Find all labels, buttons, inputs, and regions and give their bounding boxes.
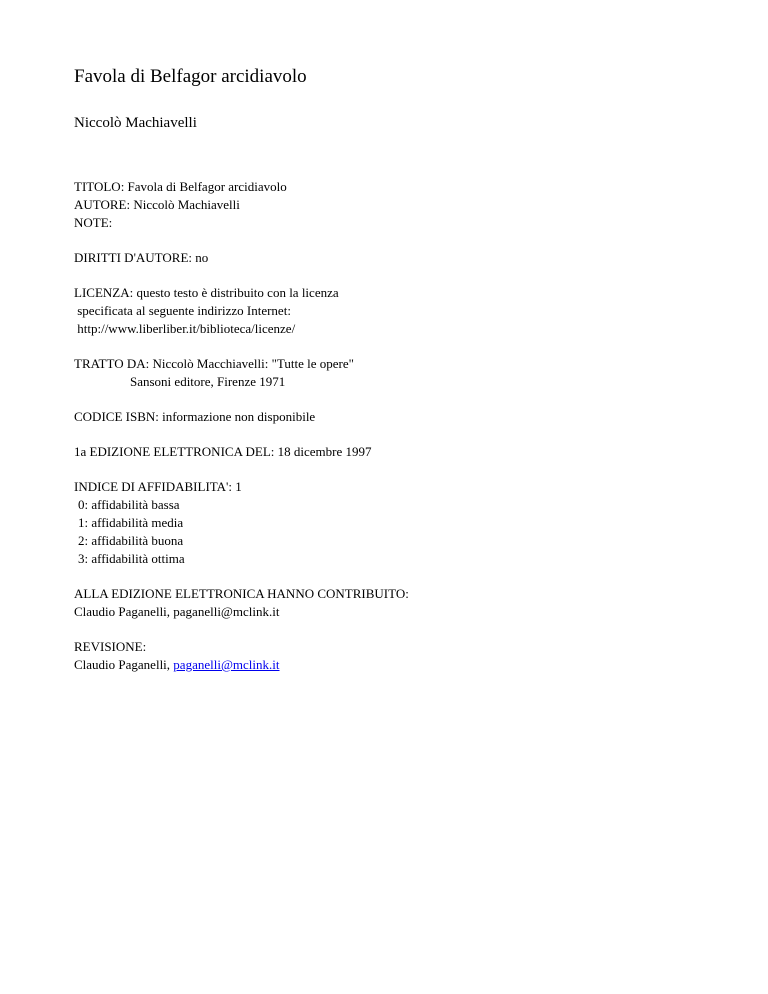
meta-licenza-line: LICENZA: questo testo è distribuito con la licenza [74, 285, 339, 300]
meta-editore: Sansoni editore, Firenze 1971 [130, 374, 286, 389]
licenza-block [74, 284, 754, 338]
document-title: Favola di Belfagor arcidiavolo [74, 66, 307, 87]
revisione-heading: REVISIONE: [74, 639, 147, 654]
revisione-email-link[interactable]: paganelli@mclink.it [173, 657, 280, 672]
affidabilita-block [74, 478, 754, 568]
meta-licenza-line: specificata al seguente indirizzo Internet: [74, 303, 291, 318]
affidabilita-level: 2: affidabilità buona [78, 533, 184, 548]
affidabilita-level: 1: affidabilità media [78, 515, 184, 530]
meta-edizione: 1a EDIZIONE ELETTRONICA DEL: 18 dicembre 1997 [74, 444, 372, 459]
meta-tratto-da: TRATTO DA: Niccolò Macchiavelli: "Tutte le opere" [74, 356, 354, 371]
meta-licenza-url: http://www.liberliber.it/biblioteca/licenze/ [74, 321, 296, 336]
revisione-person [74, 656, 754, 674]
meta-autore: AUTORE: Niccolò Machiavelli [74, 197, 240, 212]
diritti-block [74, 249, 754, 267]
meta-diritti: DIRITTI D'AUTORE: no [74, 250, 209, 265]
meta-isbn: CODICE ISBN: informazione non disponibile [74, 409, 316, 424]
document-author: Niccolò Machiavelli [74, 115, 197, 131]
contributo-heading: ALLA EDIZIONE ELETTRONICA HANNO CONTRIBUITO: [74, 586, 409, 601]
title-author-block [74, 178, 754, 232]
revisione-block [74, 638, 754, 674]
meta-titolo: TITOLO: Favola di Belfagor arcidiavolo [74, 179, 287, 194]
affidabilita-level: 0: affidabilità bassa [78, 497, 180, 512]
isbn-block [74, 408, 754, 426]
edizione-block [74, 443, 754, 461]
meta-note: NOTE: [74, 215, 113, 230]
affidabilita-level: 3: affidabilità ottima [78, 551, 185, 566]
affidabilita-heading: INDICE DI AFFIDABILITA': 1 [74, 479, 242, 494]
contributo-block [74, 585, 754, 621]
contributo-person: Claudio Paganelli, paganelli@mclink.it [74, 604, 280, 619]
revisione-person-name: Claudio Paganelli, [74, 657, 174, 672]
document-page [74, 66, 754, 674]
tratto-da-block [74, 355, 754, 391]
metadata-section [74, 178, 754, 674]
